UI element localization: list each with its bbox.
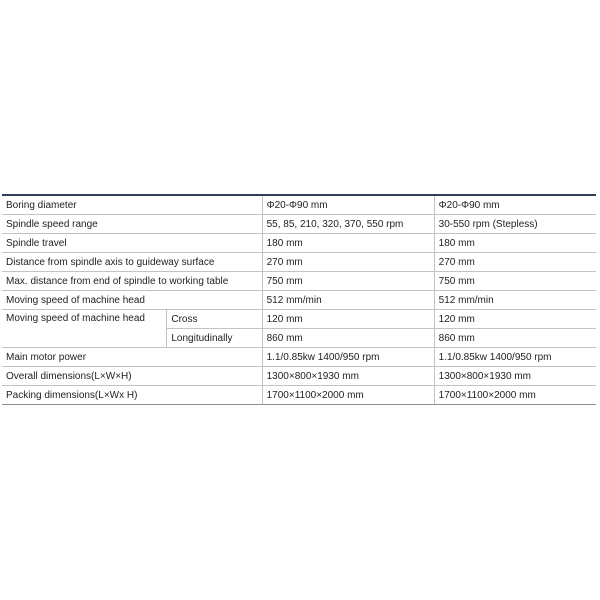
row-group-label: Moving speed of machine head (2, 310, 167, 348)
table-row (2, 195, 596, 215)
model-b-value: 512 mm/min (434, 291, 596, 310)
table-row (2, 272, 596, 291)
row-sub-label: Longitudinally (167, 329, 262, 348)
model-a-value: 512 mm/min (262, 291, 434, 310)
table-row (2, 310, 596, 329)
table-row (2, 386, 596, 405)
row-label: Boring diameter (2, 195, 262, 215)
row-label: Main motor power (2, 348, 262, 367)
model-a-value: 860 mm (262, 329, 434, 348)
model-a-value: 180 mm (262, 234, 434, 253)
model-a-value: 1700×1100×2000 mm (262, 386, 434, 405)
model-b-value: 1.1/0.85kw 1400/950 rpm (434, 348, 596, 367)
row-label: Spindle speed range (2, 215, 262, 234)
table-row (2, 348, 596, 367)
model-a-value: Φ20-Φ90 mm (262, 195, 434, 215)
model-b-value: Φ20-Φ90 mm (434, 195, 596, 215)
spec-table (2, 194, 596, 405)
model-a-value: 750 mm (262, 272, 434, 291)
model-a-value: 1300×800×1930 mm (262, 367, 434, 386)
model-b-value: 860 mm (434, 329, 596, 348)
row-label: Moving speed of machine head (2, 291, 262, 310)
model-a-value: 1.1/0.85kw 1400/950 rpm (262, 348, 434, 367)
model-a-value: 120 mm (262, 310, 434, 329)
model-a-value: 55, 85, 210, 320, 370, 550 rpm (262, 215, 434, 234)
table-row (2, 367, 596, 386)
row-label: Spindle travel (2, 234, 262, 253)
row-label: Overall dimensions(L×W×H) (2, 367, 262, 386)
model-b-value: 180 mm (434, 234, 596, 253)
table-row (2, 234, 596, 253)
row-label: Packing dimensions(L×Wx H) (2, 386, 262, 405)
table-row (2, 215, 596, 234)
model-b-value: 270 mm (434, 253, 596, 272)
model-a-value: 270 mm (262, 253, 434, 272)
model-b-value: 120 mm (434, 310, 596, 329)
row-label: Max. distance from end of spindle to working table (2, 272, 262, 291)
model-b-value: 1700×1100×2000 mm (434, 386, 596, 405)
model-b-value: 1300×800×1930 mm (434, 367, 596, 386)
table-row (2, 291, 596, 310)
model-b-value: 750 mm (434, 272, 596, 291)
row-label: Distance from spindle axis to guideway surface (2, 253, 262, 272)
model-b-value: 30-550 rpm (Stepless) (434, 215, 596, 234)
row-sub-label: Cross (167, 310, 262, 329)
table-row (2, 253, 596, 272)
